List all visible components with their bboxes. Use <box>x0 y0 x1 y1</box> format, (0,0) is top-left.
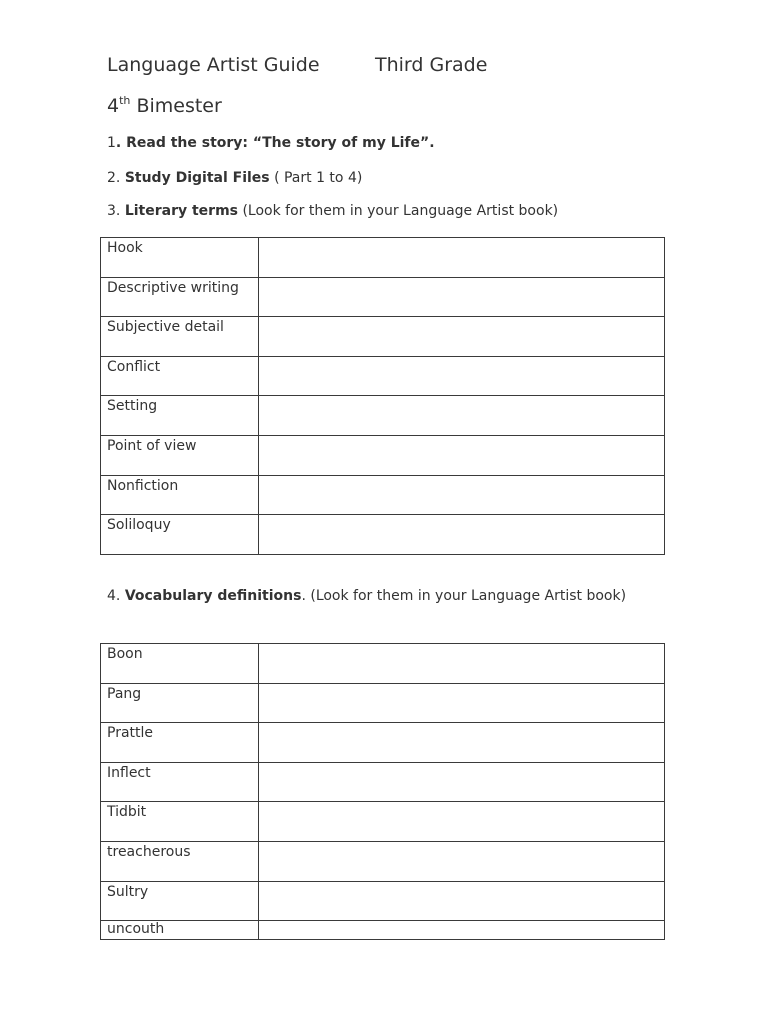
definition-cell[interactable] <box>259 762 665 802</box>
definition-cell[interactable] <box>259 723 665 763</box>
instruction-1 <box>107 135 435 151</box>
instruction-2-number: 2. <box>107 170 125 186</box>
term-cell: Nonfiction <box>101 475 259 515</box>
bimester-number: 4 <box>107 95 120 117</box>
bimester-ordinal: th <box>119 94 131 107</box>
instruction-4-bold: Vocabulary definitions <box>124 588 302 604</box>
instruction-4 <box>107 586 660 607</box>
bimester-heading <box>107 95 222 117</box>
table-row <box>101 317 665 357</box>
instruction-3-bold: Literary terms <box>124 203 238 219</box>
definition-cell[interactable] <box>259 277 665 317</box>
instruction-2-bold: Study Digital Files <box>124 170 270 186</box>
instruction-2-rest: ( Part 1 to 4) <box>269 170 363 186</box>
definition-cell[interactable] <box>259 515 665 555</box>
table-row <box>101 881 665 921</box>
vocab-cell: Boon <box>101 644 259 684</box>
term-cell: Setting <box>101 396 259 436</box>
table-row <box>101 644 665 684</box>
vocab-cell: uncouth <box>101 921 259 940</box>
bimester-word: Bimester <box>136 95 222 117</box>
instruction-3 <box>107 203 558 219</box>
definition-cell[interactable] <box>259 921 665 940</box>
literary-terms-table <box>100 237 665 555</box>
definition-cell[interactable] <box>259 683 665 723</box>
definition-cell[interactable] <box>259 644 665 684</box>
definition-cell[interactable] <box>259 356 665 396</box>
term-cell: Descriptive writing <box>101 277 259 317</box>
grade-label: Third Grade <box>375 54 488 76</box>
table-row <box>101 723 665 763</box>
table-row <box>101 841 665 881</box>
instruction-4-rest: . (Look for them in your Language Artist book) <box>301 588 627 604</box>
table-row <box>101 802 665 842</box>
table-row <box>101 762 665 802</box>
term-cell: Conflict <box>101 356 259 396</box>
document-title: Language Artist Guide <box>107 54 320 76</box>
definition-cell[interactable] <box>259 238 665 278</box>
definition-cell[interactable] <box>259 841 665 881</box>
table-row <box>101 435 665 475</box>
table-row <box>101 356 665 396</box>
instruction-4-number: 4. <box>107 588 125 604</box>
table-row <box>101 396 665 436</box>
term-cell: Point of view <box>101 435 259 475</box>
vocab-cell: Prattle <box>101 723 259 763</box>
instruction-3-rest: (Look for them in your Language Artist book) <box>238 203 559 219</box>
vocabulary-table <box>100 643 665 940</box>
vocab-cell: Sultry <box>101 881 259 921</box>
table-row <box>101 238 665 278</box>
table-row <box>101 277 665 317</box>
vocab-cell: Pang <box>101 683 259 723</box>
definition-cell[interactable] <box>259 475 665 515</box>
instruction-1-text: . Read the story: “The story of my Life”. <box>115 135 435 151</box>
term-cell: Subjective detail <box>101 317 259 357</box>
instruction-3-number: 3. <box>107 203 125 219</box>
vocab-cell: treacherous <box>101 841 259 881</box>
definition-cell[interactable] <box>259 396 665 436</box>
term-cell: Soliloquy <box>101 515 259 555</box>
instruction-1-number: 1 <box>107 135 116 151</box>
table-row <box>101 683 665 723</box>
table-row <box>101 515 665 555</box>
instruction-2 <box>107 170 362 186</box>
table-row <box>101 921 665 940</box>
vocab-cell: Inflect <box>101 762 259 802</box>
definition-cell[interactable] <box>259 881 665 921</box>
term-cell: Hook <box>101 238 259 278</box>
definition-cell[interactable] <box>259 435 665 475</box>
vocab-cell: Tidbit <box>101 802 259 842</box>
document-title-line <box>107 54 488 76</box>
definition-cell[interactable] <box>259 802 665 842</box>
definition-cell[interactable] <box>259 317 665 357</box>
table-row <box>101 475 665 515</box>
